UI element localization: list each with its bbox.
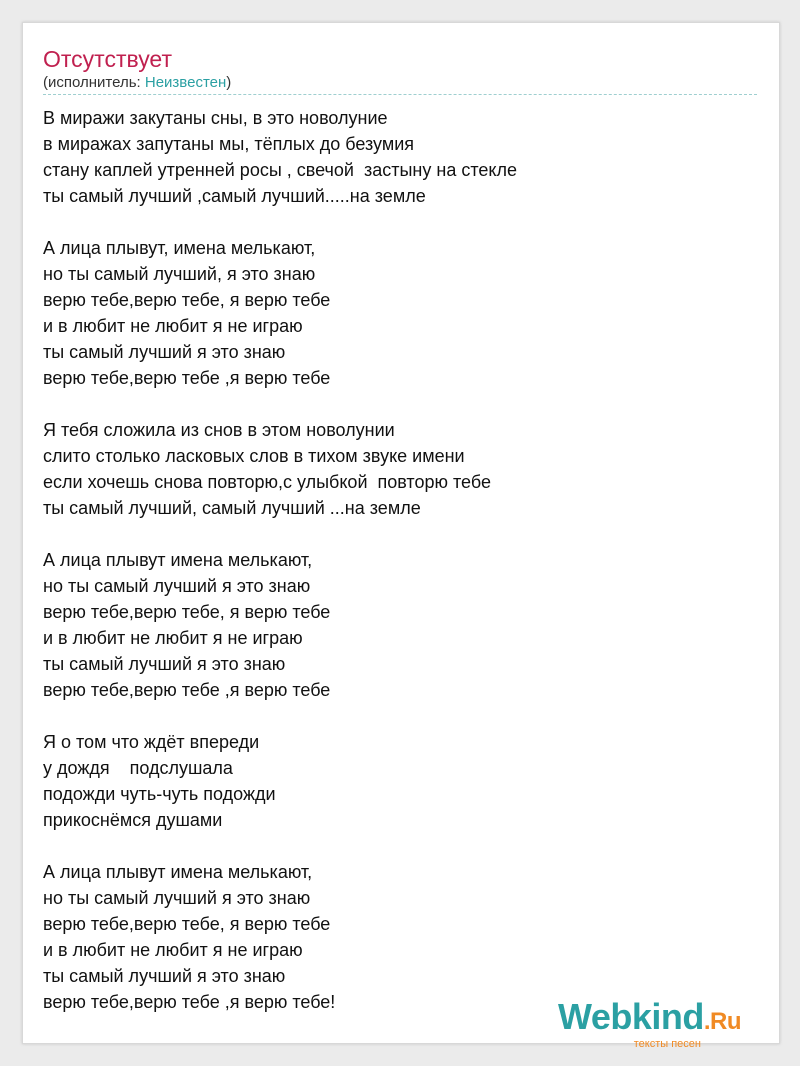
lyric-line: Я тебя сложила из снов в этом новолунии [43, 420, 395, 440]
lyric-line: и в любит не любит я не играю [43, 940, 303, 960]
lyric-line: у дождя подслушала [43, 758, 233, 778]
lyric-line: слито столько ласковых слов в тихом звуке имени [43, 446, 465, 466]
song-title: Отсутствует [43, 46, 172, 72]
stanza-break [43, 521, 517, 547]
lyric-line: Я о том что ждёт впереди [43, 732, 260, 752]
lyric-line: В миражи закутаны сны, в это новолуние [43, 108, 388, 128]
lyric-line: прикоснёмся душами [43, 810, 223, 830]
artist-prefix: (исполнитель: [43, 74, 145, 91]
site-watermark [558, 997, 741, 1050]
lyric-line: верю тебе,верю тебе, я верю тебе [43, 914, 331, 934]
lyric-line: ты самый лучший, самый лучший ...на земле [43, 498, 421, 518]
watermark-brand: Webkind [557, 996, 704, 1037]
watermark-tld: .Ru [703, 1008, 741, 1035]
watermark-logo [558, 997, 741, 1042]
lyric-line: но ты самый лучший я это знаю [43, 576, 311, 596]
lyric-line: если хочешь снова повторю,с улыбкой повторю тебе [43, 472, 491, 492]
lyric-line: но ты самый лучший я это знаю [43, 888, 311, 908]
watermark-tagline: тексты песен [633, 1038, 701, 1050]
lyric-line: ты самый лучший я это знаю [43, 966, 286, 986]
lyric-line: но ты самый лучший, я это знаю [43, 264, 316, 284]
lyric-line: верю тебе,верю тебе ,я верю тебе! [43, 992, 336, 1012]
artist-link[interactable]: Неизвестен [144, 74, 227, 91]
lyric-line: верю тебе,верю тебе, я верю тебе [43, 602, 331, 622]
lyrics-text [43, 105, 517, 1015]
artist-suffix: ) [226, 74, 232, 91]
stanza-break [43, 391, 517, 417]
lyric-line: А лица плывут имена мелькают, [43, 862, 313, 882]
lyric-line: ты самый лучший я это знаю [43, 342, 286, 362]
lyric-line: верю тебе,верю тебе ,я верю тебе [43, 368, 331, 388]
lyric-line: верю тебе,верю тебе, я верю тебе [43, 290, 331, 310]
lyrics-card [22, 22, 780, 1050]
lyric-line: ты самый лучший я это знаю [43, 654, 286, 674]
lyric-line: и в любит не любит я не играю [43, 316, 303, 336]
stanza-break [43, 703, 517, 729]
lyric-line: и в любит не любит я не играю [43, 628, 303, 648]
artist-line [43, 74, 231, 92]
lyric-line: ты самый лучший ,самый лучший.....на земле [43, 186, 426, 206]
stanza-break [43, 833, 517, 859]
lyric-line: в миражах запутаны мы, тёплых до безумия [43, 134, 415, 154]
title-divider [43, 94, 757, 95]
lyric-line: стану каплей утренней росы , свечой застыну на стекле [43, 160, 517, 180]
stanza-break [43, 209, 517, 235]
lyric-line: верю тебе,верю тебе ,я верю тебе [43, 680, 331, 700]
lyric-line: А лица плывут имена мелькают, [43, 550, 313, 570]
lyric-line: подожди чуть-чуть подожди [43, 784, 276, 804]
lyric-line: А лица плывут, имена мелькают, [43, 238, 316, 258]
